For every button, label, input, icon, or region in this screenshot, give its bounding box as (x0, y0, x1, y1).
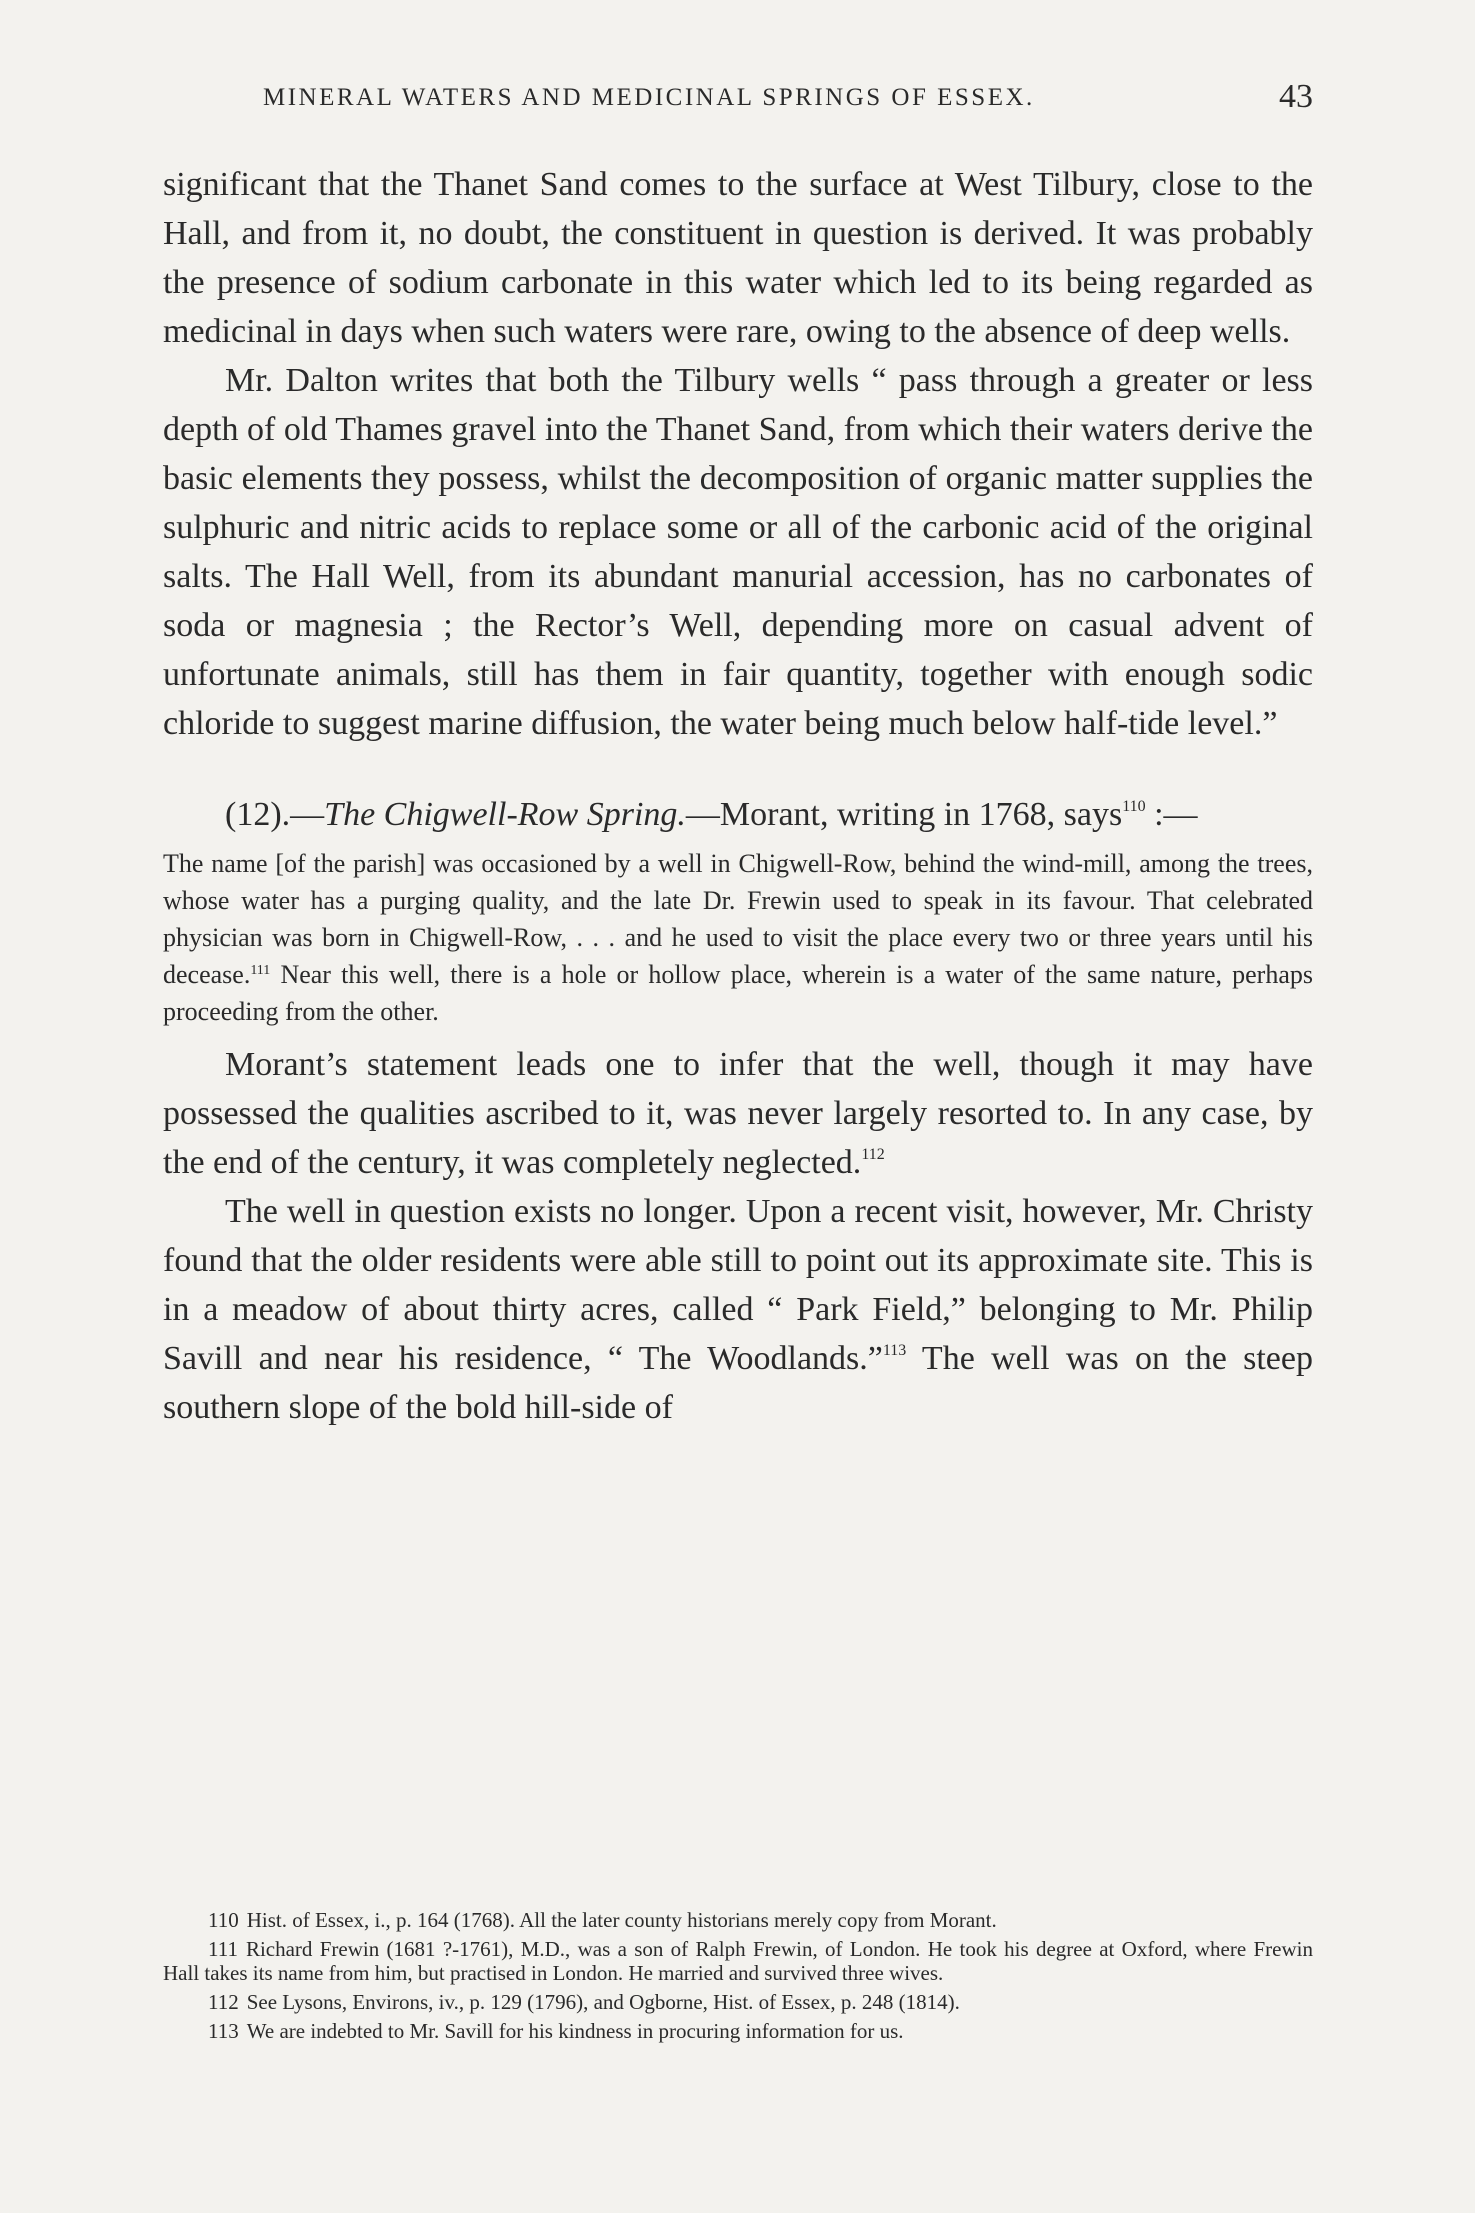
footnote (163, 1990, 1313, 2014)
body-text (163, 160, 1313, 1432)
page-number: 43 (1279, 78, 1313, 115)
block-quote (163, 845, 1313, 1030)
footnote-text: We are indebted to Mr. Savill for his kindness in procuring information for us. (246, 2019, 904, 2043)
paragraph-3 (163, 1040, 1313, 1187)
footnote-ref-113[interactable]: 113 (882, 1342, 907, 1359)
section-heading (163, 790, 1313, 839)
quote-part-1: The name [of the parish] was occasioned by a well in Chigwell-Row, behind the wind-mill, among the trees, whose water has a purging quality, and the late Dr. Frewin used to speak in its favour. That celebrated physician was born in Chigwell-Row, . . . and he used to visit the place every two or three years until his decease. (163, 849, 1313, 989)
footnote-text: Hist. of Essex, i., p. 164 (1768). All the later county historians merely copy from Morant. (246, 1908, 997, 1932)
footnote-ref-112[interactable]: 112 (861, 1146, 885, 1163)
section-title: The Chigwell-Row Spring. (324, 796, 686, 833)
paragraph-4-tail: The well was on the steep southern slope of the bold hill-side of (163, 1340, 1313, 1426)
footnote-number: 110 (208, 1908, 239, 1932)
section-number: (12).— (225, 796, 325, 833)
running-title: MINERAL WATERS AND MEDICINAL SPRINGS OF ESSEX. (263, 84, 1035, 111)
footnote-text: See Lysons, Environs, iv., p. 129 (1796), and Ogborne, Hist. of Essex, p. 248 (1814). (246, 1990, 960, 2014)
footnote (163, 1908, 1313, 1932)
footnote-number: 112 (208, 1990, 239, 2014)
footnote-number: 111 (208, 1937, 238, 1961)
paragraph-4 (163, 1187, 1313, 1432)
footnote (163, 1937, 1313, 1985)
section-text: —Morant, writing in 1768, says (685, 796, 1123, 833)
footnotes (163, 1908, 1313, 2048)
section-tail: :— (1145, 796, 1198, 833)
footnote-text: Richard Frewin (1681 ?-1761), M.D., was a son of Ralph Frewin, of London. He took his degree at Oxford, where Frewin Hall takes its name from him, but practised in London. He married and survived three wives. (163, 1937, 1313, 1985)
paragraph-2: Mr. Dalton writes that both the Tilbury wells “ pass through a greater or less depth of old Thames gravel into the Thanet Sand, from which their waters derive the basic elements they possess, whilst the decomposition of organic matter supplies the sulphuric and nitric acids to replace some or all of the carbonic acid of the original salts. The Hall Well, from its abundant manurial accession, has no carbonates of soda or magnesia ; the Rector’s Well, depending more on casual advent of unfortunate animals, still has them in fair quantity, together with enough sodic chloride to suggest marine diffusion, the water being much below half-tide level.” (163, 362, 1313, 742)
footnote-number: 113 (208, 2019, 239, 2043)
paragraph-4-text: The well in question exists no longer. Upon a recent visit, however, Mr. Christy found that the older residents were able still to point out its approximate site. This is in a meadow of about thirty acres, called “ Park Field,” belonging to Mr. Philip Savill and near his residence, “ The Woodlands.” (163, 1193, 1313, 1377)
paragraph-3-text: Morant’s statement leads one to infer that the well, though it may have possessed the qualities ascribed to it, was never largely resorted to. In any case, by the end of the century, it was completely neglected. (163, 1046, 1313, 1181)
paragraph-1: significant that the Thanet Sand comes to the surface at West Tilbury, close to the Hall, and from it, no doubt, the constituent in question is derived. It was probably the presence of sodium carbonate in this water which led to its being regarded as medicinal in days when such waters were rare, owing to the absence of deep wells. (163, 166, 1313, 350)
footnote (163, 2019, 1313, 2043)
footnote-ref-110[interactable]: 110 (1122, 798, 1146, 815)
quote-part-2: Near this well, there is a hole or hollow place, wherein is a water of the same nature, perhaps proceeding from the other. (163, 960, 1313, 1026)
footnote-ref-111[interactable]: 111 (250, 963, 271, 978)
